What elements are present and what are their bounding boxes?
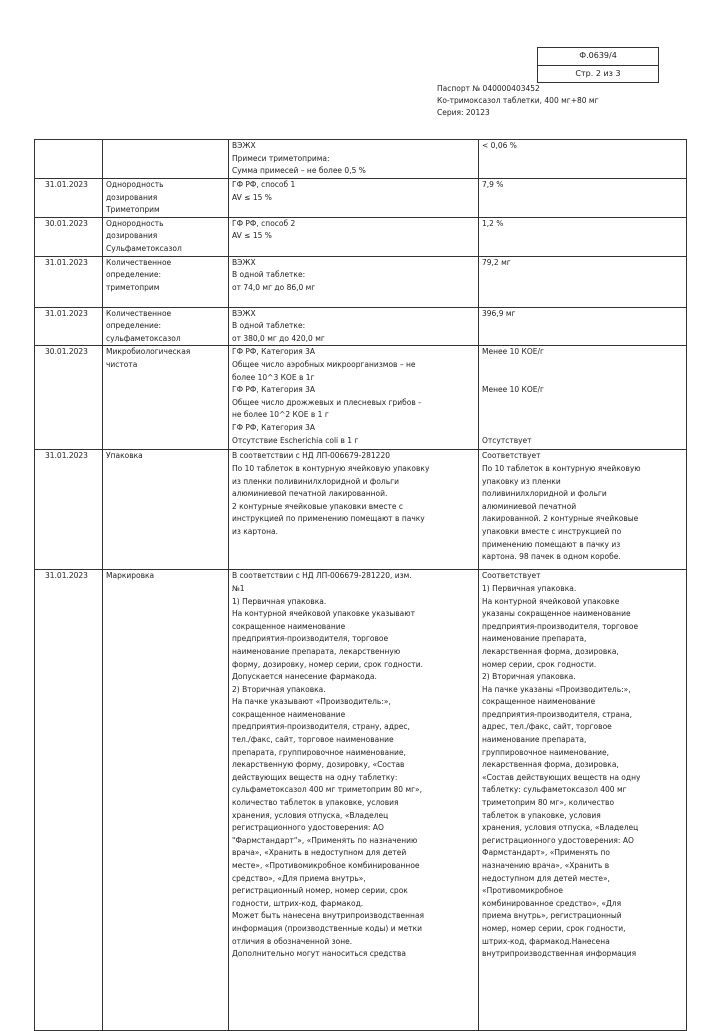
table-row — [35, 346, 687, 450]
test-result: < 0,06 % — [479, 140, 687, 179]
test-date: 30.01.2023 — [35, 346, 103, 450]
test-result: 7,9 % — [479, 179, 687, 218]
test-result: 1,2 % — [479, 217, 687, 256]
test-parameter: Упаковка — [103, 450, 229, 570]
page-number: Стр. 2 из 3 — [538, 65, 658, 83]
table-row — [35, 450, 687, 570]
passport-header — [437, 83, 599, 119]
product-name: Ко-тримоксазол таблетки, 400 мг+80 мг — [437, 96, 599, 105]
test-requirement: ВЭЖХ В одной таблетке: от 74,0 мг до 86,0 мг — [229, 256, 479, 307]
test-date: 31.01.2023 — [35, 307, 103, 346]
test-date — [35, 140, 103, 179]
test-parameter: Однородность дозирования Триметоприм — [103, 179, 229, 218]
test-parameter: Маркировка — [103, 570, 229, 1031]
test-requirement: ГФ РФ, способ 1 AV ≤ 15 % — [229, 179, 479, 218]
test-parameter: Количественное определение: сульфаметоксазол — [103, 307, 229, 346]
test-date: 30.01.2023 — [35, 217, 103, 256]
test-requirement: ВЭЖХ В одной таблетке: от 380,0 мг до 420,0 мг — [229, 307, 479, 346]
test-requirement: ГФ РФ, способ 2 AV ≤ 15 % — [229, 217, 479, 256]
yeast-mold-result: Менее 10 КОЕ/г — [482, 385, 544, 395]
table-row — [35, 217, 687, 256]
test-parameter: Количественное определение: триметоприм — [103, 256, 229, 307]
test-parameter: Однородность дозирования Сульфаметоксазол — [103, 217, 229, 256]
test-requirement: ВЭЖХ Примеси триметоприма: Сумма примесей – не более 0,5 % — [229, 140, 479, 179]
test-result: 396,9 мг — [479, 307, 687, 346]
test-results-table — [34, 139, 687, 1031]
test-result: 79,2 мг — [479, 256, 687, 307]
test-parameter: Микробиологическая чистота — [103, 346, 229, 450]
test-result: Соответствует По 10 таблеток в контурную ячейковую упаковку из пленки поливинилхлоридной и фольги алюминиевой печатной лакированной. 2 контурные ячейковые упаковки вместе с инструкцией по применению помещают в пачку из картона. 98 пачек в одном коробе. — [479, 450, 687, 570]
test-requirement: ГФ РФ, Категория 3А Общее число аэробных микроорганизмов – не более 10^3 КОЕ в 1г ГФ РФ, Категория 3А Общее число дрожжевых и плесневых грибов - не более 10^2 КОЕ в 1 г ГФ РФ, Категория 3А Отсутствие Escherichia coli в 1 г — [229, 346, 479, 450]
table-row — [35, 140, 687, 179]
aerobic-result: Менее 10 КОЕ/г — [482, 347, 544, 357]
ecoli-result: Отсутствует — [482, 435, 532, 445]
test-date: 31.01.2023 — [35, 256, 103, 307]
passport-number: Паспорт № 040000403452 — [437, 84, 540, 93]
test-date: 31.01.2023 — [35, 450, 103, 570]
form-code: Ф.0639/4 — [579, 51, 617, 60]
table-row — [35, 307, 687, 346]
form-code-box — [537, 47, 659, 83]
test-result: Соответствует 1) Первичная упаковка. На контурной ячейковой упаковке указаны сокращенное наименование предприятия-производителя, торговое наименование препарата, лекарственная форма, дозировка, номер серии, срок годности. 2) Вторичная упаковка. На пачке указаны «Производитель:», сокращенное наименование предприятия-производителя, страна, адрес, тел./факс, сайт, торговое наименование препарата, группировочное наименование, лекарственная форма, дозировка, «Состав действующих веществ на одну таблетку: сульфаметоксазол 400 мг триметоприм 80 мг», количество таблеток в упаковке, условия хранения, условия отпуска, «Владелец регистрационного удостоверения: АО Фармстандарт», «Применять по назначению врача», «Хранить в недоступном для детей месте», «Противомикробное комбинированное средство», «Для приема внутрь», регистрационный номер, номер серии, срок годности, штрих-код, фармакод.Нанесена внутрипроизводственная информация — [479, 570, 687, 1031]
test-date: 31.01.2023 — [35, 179, 103, 218]
test-requirement: В соответствии с НД ЛП-006679-281220, изм. №1 1) Первичная упаковка. На контурной ячейковой упаковке указывают сокращенное наименование предприятия-производителя, торговое наименование препарата, лекарственную форму, дозировку, номер серии, срок годности. Допускается нанесение фармакода. 2) Вторичная упаковка. На пачке указывают «Производитель:», сокращенное наименование предприятия-производителя, страну, адрес, тел./факс, сайт, торговое наименование препарата, группировочное наименование, лекарственную форму, дозировку, «Состав действующих веществ на одну таблетку: сульфаметоксазол 400 мг триметоприм 80 мг», количество таблеток в упаковке, условия хранения, условия отпуска, «Владелец регистрационного удостоверения: АО "Фармстандарт"», «Применять по назначению врача», «Хранить в недоступном для детей месте», «Противомикробное комбинированное средство», «Для приема внутрь», регистрационный номер, номер серии, срок годности, штрих-код, фармакод. Может быть нанесена внутрипроизводственная информация (производственные коды) и метки отличия в обозначенной зоне. Дополнительно могут наноситься средства — [229, 570, 479, 1031]
table-row — [35, 256, 687, 307]
series-number: Серия: 20123 — [437, 108, 490, 117]
test-result — [479, 346, 687, 450]
table-row — [35, 570, 687, 1031]
table-row — [35, 179, 687, 218]
test-parameter — [103, 140, 229, 179]
test-date: 31.01.2023 — [35, 570, 103, 1031]
test-requirement: В соответствии с НД ЛП-006679-281220 По 10 таблеток в контурную ячейковую упаковку из пленки поливинилхлоридной и фольги алюминиевой печатной лакированной. 2 контурные ячейковые упаковки вместе с инструкцией по применению помещают в пачку из картона. — [229, 450, 479, 570]
